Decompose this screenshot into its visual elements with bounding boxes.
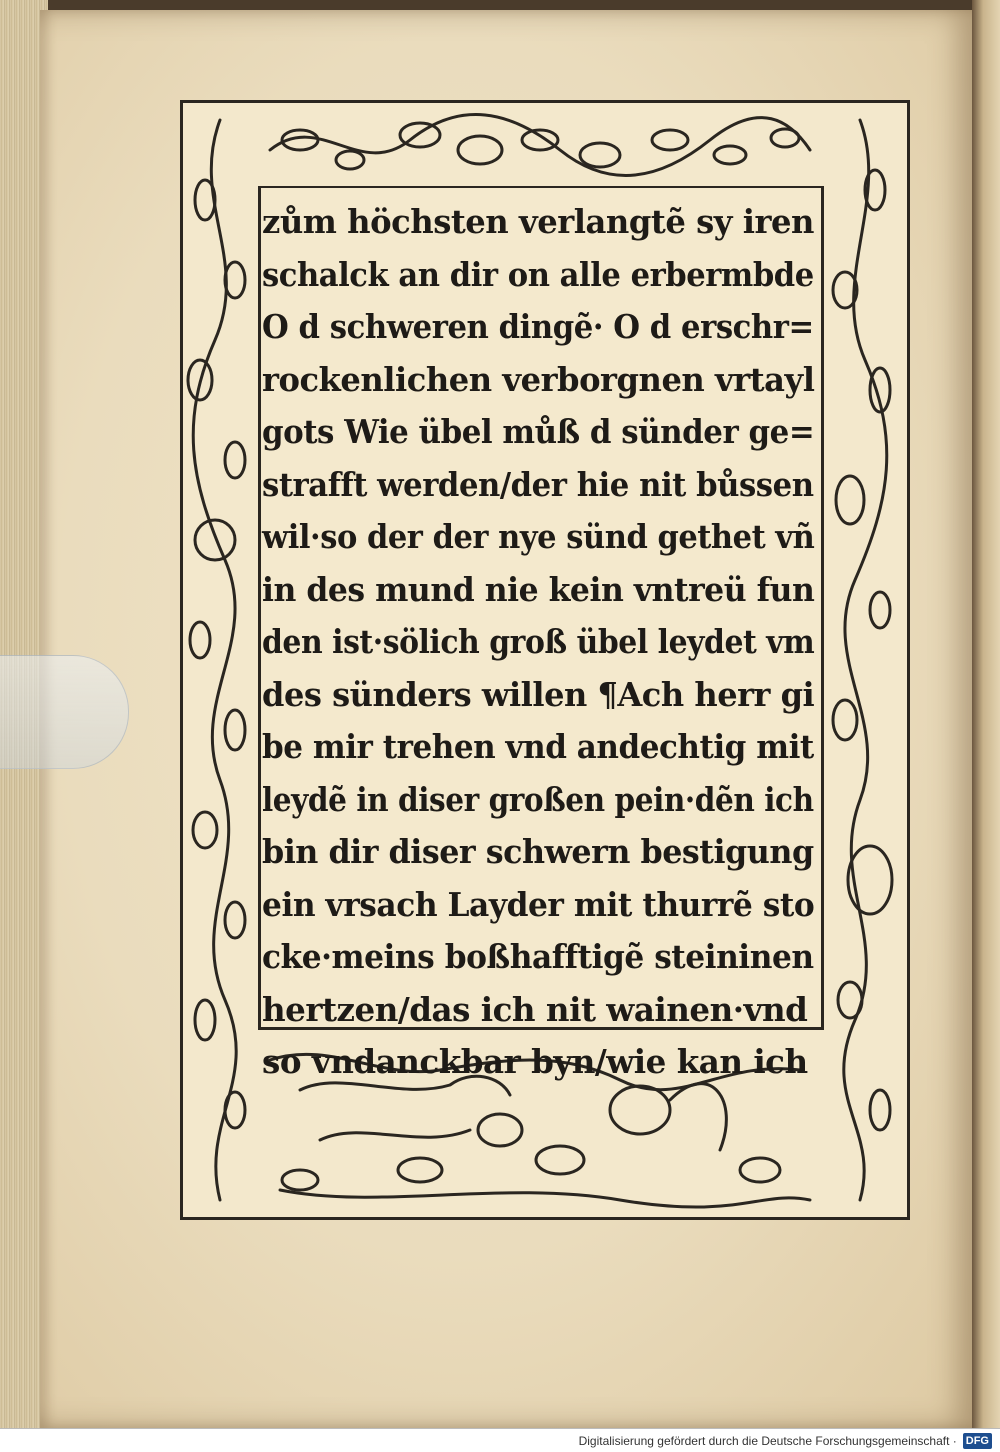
text-line: bin dir diser schwern bestigung <box>262 832 814 871</box>
blackletter-text-block <box>262 196 822 1089</box>
text-line: leydẽ in diser großen pein·dẽn ich <box>262 779 814 819</box>
text-line: so vndanckbar byn/wie kan ich <box>262 1042 808 1081</box>
text-line: zům höchsten verlangtẽ sy iren <box>262 202 814 241</box>
text-line: cke·meins boßhafftigẽ steininen <box>262 937 814 976</box>
dfg-logo: DFG <box>963 1433 992 1449</box>
text-line: den ist·sölich groß übel leydet vm <box>262 622 815 661</box>
text-line: ein vrsach Layder mit thurrẽ sto <box>262 884 815 924</box>
text-line: O d schweren dingẽ· O d erschr= <box>262 307 814 346</box>
text-line: strafft werden/der hie nit bůssen <box>262 464 814 504</box>
text-line: schalck an dir on alle erbermbde <box>262 254 814 294</box>
text-line: hertzen/das ich nit wainen·vnd <box>262 989 808 1029</box>
text-line: be mir trehen vnd andechtig mit <box>262 727 814 766</box>
text-line: gots Wie übel můß d sünder ge= <box>262 412 815 451</box>
text-line: rockenlichen verborgnen vrtayl <box>262 359 815 399</box>
text-line: wil·so der der nye sünd gethet vñ <box>262 517 815 556</box>
text-line: in des mund nie kein vntreü fun <box>262 569 815 609</box>
digitization-footer <box>0 1428 1000 1452</box>
text-line: des sünders willen ¶Ach herr gi <box>262 674 815 714</box>
footer-credit: Digitalisierung gefördert durch die Deutsche Forschungsgemeinschaft · <box>578 1433 957 1448</box>
